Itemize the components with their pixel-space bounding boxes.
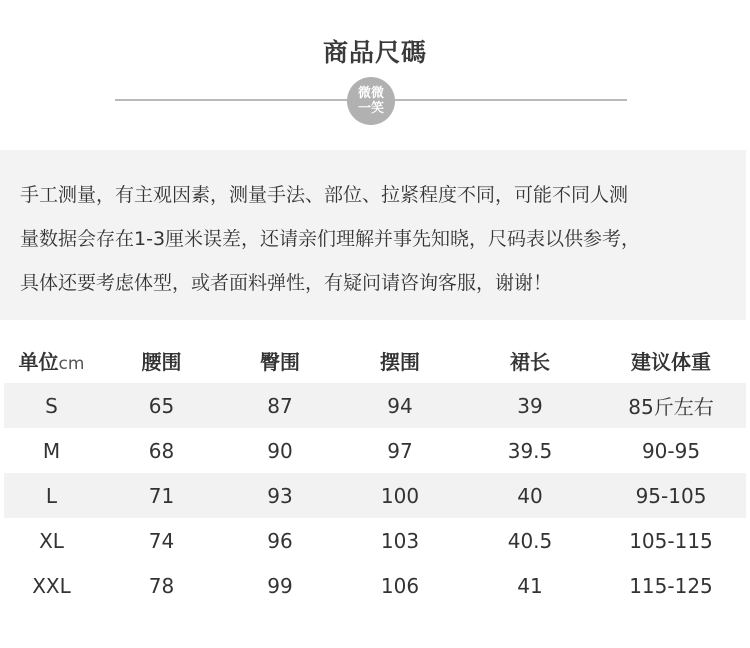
page-title: 商品尺碼 <box>322 38 427 67</box>
table-cell: 78 <box>148 573 175 598</box>
header-weight: 建议体重 <box>631 350 711 374</box>
table-row <box>4 428 746 473</box>
size-cell: L <box>4 473 99 518</box>
table-cell: 41 <box>517 573 543 598</box>
table-cell: 106 <box>380 573 420 598</box>
unit-cm: cm <box>58 354 85 374</box>
table-cell: 96 <box>267 528 293 553</box>
table-cell: 90 <box>267 438 293 463</box>
table-cell: 68 <box>148 438 175 463</box>
header-hip: 臀围 <box>260 350 300 374</box>
table-row <box>4 563 746 608</box>
table-cell: 40 <box>464 473 596 518</box>
table-cell: 39 <box>464 383 596 428</box>
table-cell: 99 <box>267 573 293 598</box>
header-hem: 摆围 <box>380 350 420 374</box>
size-cell: XL <box>39 528 64 553</box>
table-cell: 65 <box>99 383 224 428</box>
notice-line: 具体还要考虑体型，或者面料弹性，有疑问请咨询客服，谢谢！ <box>20 272 553 294</box>
table-header-row <box>4 338 746 383</box>
table-cell: 39.5 <box>507 438 553 463</box>
size-cell: S <box>4 383 99 428</box>
table-cell: 95-105 <box>596 473 746 518</box>
table-cell: 74 <box>148 528 175 553</box>
table-cell: 93 <box>224 473 336 518</box>
badge-line-1: 微微 <box>357 86 384 101</box>
brand-badge <box>347 77 395 125</box>
table-cell: 85斤左右 <box>596 383 746 428</box>
notice-line: 手工测量，有主观因素，测量手法、部位、拉紧程度不同，可能不同人测 <box>20 184 629 206</box>
header-unit: 单位cm <box>18 350 85 374</box>
table-cell: 97 <box>387 438 413 463</box>
table-row <box>4 518 746 563</box>
notice-line: 量数据会存在1-3厘米误差，还请亲们理解并事先知晓，尺码表以供参考， <box>20 228 641 250</box>
table-cell: 87 <box>224 383 336 428</box>
header-waist: 腰围 <box>141 350 182 374</box>
table-row <box>4 383 746 428</box>
table-cell: 40.5 <box>507 528 553 553</box>
size-cell: M <box>42 438 61 463</box>
table-cell: 105-115 <box>629 528 713 553</box>
table-cell: 100 <box>336 473 464 518</box>
table-cell: 90-95 <box>641 438 701 463</box>
header-length: 裙长 <box>510 350 550 374</box>
size-cell: XXL <box>32 573 71 598</box>
table-cell: 94 <box>336 383 464 428</box>
table-row <box>4 473 746 518</box>
table-cell: 103 <box>380 528 420 553</box>
size-table <box>4 338 746 608</box>
table-cell: 115-125 <box>629 573 713 598</box>
table-cell: 71 <box>99 473 224 518</box>
badge-line-2: 一笑 <box>357 101 384 116</box>
